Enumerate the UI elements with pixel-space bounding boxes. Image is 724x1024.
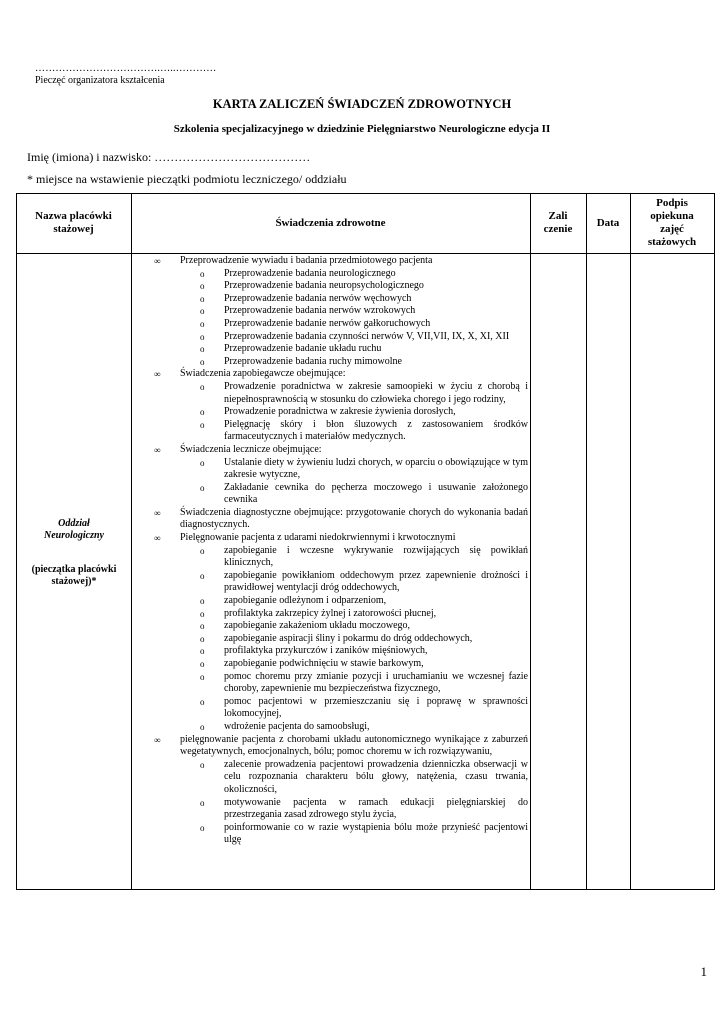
place-cell xyxy=(18,518,130,588)
circle-bullet-icon: o xyxy=(200,381,205,392)
service-subitem-text: zapobieganie powikłaniom oddechowym przez zapewnienie drożności i prawidłowej wentylacji dróg oddechowych, xyxy=(224,569,528,594)
service-subitem-text: Zakładanie cewnika do pęcherza moczowego i usuwanie założonego cewnika xyxy=(224,481,528,506)
place-stamp-note: (pieczątka placówki xyxy=(31,564,117,575)
service-subitem-text: pomoc pacjentowi w przemieszczaniu się i poprawę w sprawności lokomocyjnej, xyxy=(224,695,528,720)
service-subitem xyxy=(134,645,528,658)
service-subitem-text: zapobieganie odleżynom i odparzeniom, xyxy=(224,595,387,607)
service-group-text: Świadczenia zapobiegawcze obejmujące: xyxy=(180,368,346,380)
name-field-line: Imię (imiona) i nazwisko: ………………………………… xyxy=(27,150,311,164)
circle-bullet-icon: o xyxy=(200,696,205,707)
service-subitem-text: Prowadzenie poradnictwa w zakresie żywienia dorosłych, xyxy=(224,406,456,418)
service-subitem xyxy=(134,696,528,721)
circle-bullet-icon: o xyxy=(200,822,205,833)
service-subitem-text: Ustalanie diety w żywieniu ludzi chorych, w oparciu o obowiązujące w tym zakresie wytyczne, xyxy=(224,456,528,481)
service-subitem-text: Przeprowadzenie badania nerwów węchowych xyxy=(224,292,412,304)
column-divider xyxy=(131,193,132,890)
circle-bullet-icon: o xyxy=(200,344,205,355)
infinity-bullet-icon: ∞ xyxy=(154,444,161,455)
service-subitem xyxy=(134,356,528,369)
circle-bullet-icon: o xyxy=(200,331,205,342)
service-subitem xyxy=(134,331,528,344)
service-subitem-text: zapobieganie aspiracji śliny i pokarmu do dróg oddechowych, xyxy=(224,632,473,644)
service-subitem-text: poinformowanie co w razie wystąpienia bólu może przynieść pacjentowi ulgę xyxy=(224,821,528,846)
header-pass-line: Zali xyxy=(548,210,568,222)
circle-bullet-icon: o xyxy=(200,671,205,682)
service-subitem-text: Prowadzenie poradnictwa w zakresie samoopieki w życiu z chorobą i niepełnosprawnością w stosunku do człowieka chorego i jego rodziny, xyxy=(224,380,528,405)
header-signature-line: Podpis xyxy=(656,197,688,209)
service-subitem xyxy=(134,797,528,822)
service-subitem xyxy=(134,545,528,570)
services-table xyxy=(16,193,715,890)
circle-bullet-icon: o xyxy=(200,646,205,657)
circle-bullet-icon: o xyxy=(200,545,205,556)
circle-bullet-icon: o xyxy=(200,293,205,304)
table-border-right xyxy=(714,193,715,890)
service-group xyxy=(134,734,528,759)
service-group-text: Przeprowadzenie wywiadu i badania przedmiotowego pacjenta xyxy=(180,255,433,266)
service-subitem xyxy=(134,822,528,847)
header-pass-line: czenie xyxy=(543,223,573,235)
service-group xyxy=(134,255,528,268)
circle-bullet-icon: o xyxy=(200,318,205,329)
circle-bullet-icon: o xyxy=(200,759,205,770)
column-divider xyxy=(586,193,587,890)
header-pass xyxy=(530,210,586,236)
stamp-note-line: * miejsce na wstawienie pieczątki podmiotu leczniczego/ oddziału xyxy=(27,172,347,186)
header-place-line: Nazwa placówki xyxy=(35,210,112,222)
infinity-bullet-icon: ∞ xyxy=(154,734,161,745)
header-date: Data xyxy=(596,217,620,229)
stamp-label: Pieczęć organizatora kształcenia xyxy=(35,75,165,86)
header-separator xyxy=(16,253,715,254)
service-subitem xyxy=(134,293,528,306)
service-subitem xyxy=(134,343,528,356)
page-number: 1 xyxy=(700,964,707,979)
service-subitem xyxy=(134,595,528,608)
service-subitem-text: pomoc choremu przy zmianie pozycji i uruchamianiu we wczesnej fazie choroby, zapewnienie mu bezpieczeństwa fizycznego, xyxy=(224,670,528,695)
service-subitem xyxy=(134,305,528,318)
circle-bullet-icon: o xyxy=(200,797,205,808)
service-subitem-text: zapobieganie zakażeniom układu moczowego, xyxy=(224,620,411,632)
column-divider xyxy=(530,193,531,890)
service-subitem-text: Przeprowadzenie badania neurologicznego xyxy=(224,267,396,279)
ward-name: Oddział xyxy=(58,518,90,529)
header-place-line: stażowej xyxy=(53,223,94,235)
service-subitem-text: Przeprowadzenie badania czynności nerwów V, VII,VII, IX, X, XI, XII xyxy=(224,330,510,342)
service-subitem xyxy=(134,671,528,696)
header-place xyxy=(16,210,131,236)
service-subitem xyxy=(134,280,528,293)
service-subitem xyxy=(134,268,528,281)
service-subitem xyxy=(134,482,528,507)
circle-bullet-icon: o xyxy=(200,457,205,468)
service-group-text: Pielęgnowanie pacjenta z udarami niedokrwiennymi i krwotocznymi xyxy=(180,532,456,544)
service-group-text: pielęgnowanie pacjenta z chorobami układu autonomicznego wynikające z zaburzeń wegetatywnych, emocjonalnych, bólu; pomoc choremu w ich rozwiązywaniu, xyxy=(180,733,528,758)
circle-bullet-icon: o xyxy=(200,268,205,279)
service-group xyxy=(134,507,528,532)
service-group-text: Świadczenia diagnostyczne obejmujące: przygotowanie chorych do wykonania badań diagnostycznych. xyxy=(180,506,528,531)
service-subitem-text: Przeprowadzenie badanie nerwów gałkoruchowych xyxy=(224,317,431,329)
circle-bullet-icon: o xyxy=(200,608,205,619)
services-list xyxy=(134,255,528,847)
page-subtitle: Szkolenia specjalizacyjnego w dziedzinie Pielęgniarstwo Neurologiczne edycja II xyxy=(173,123,551,135)
header-signature xyxy=(630,197,714,249)
service-group xyxy=(134,444,528,457)
service-subitem xyxy=(134,381,528,406)
header-signature-line: opiekuna xyxy=(650,210,694,222)
service-subitem-text: motywowanie pacjenta w ramach edukacji pielęgniarskiej do przestrzegania zasad zdrowego stylu życia, xyxy=(224,796,528,821)
service-group xyxy=(134,532,528,545)
place-stamp-note: stażowej)* xyxy=(51,576,97,587)
table-border-top xyxy=(16,193,715,194)
table-border-left xyxy=(16,193,17,890)
service-subitem xyxy=(134,318,528,331)
service-subitem xyxy=(134,633,528,646)
service-subitem-text: zapobieganie podwichnięciu w stawie barkowym, xyxy=(224,658,424,669)
infinity-bullet-icon: ∞ xyxy=(154,533,161,544)
service-subitem-text: zapobieganie i wczesne wykrywanie rozwijających się powikłań klinicznych, xyxy=(224,544,528,569)
circle-bullet-icon: o xyxy=(200,596,205,607)
infinity-bullet-icon: ∞ xyxy=(154,507,161,518)
service-subitem-text: Przeprowadzenie badanie układu ruchu xyxy=(224,343,382,355)
service-subitem-text: wdrożenie pacjenta do samoobsługi, xyxy=(224,720,370,732)
service-subitem xyxy=(134,608,528,621)
service-subitem xyxy=(134,620,528,633)
circle-bullet-icon: o xyxy=(200,306,205,317)
circle-bullet-icon: o xyxy=(200,281,205,292)
service-subitem-text: Przeprowadzenie badania neuropsychologicznego xyxy=(224,280,424,292)
circle-bullet-icon: o xyxy=(200,621,205,632)
ward-name: Neurologiczny xyxy=(44,530,104,541)
service-subitem xyxy=(134,658,528,671)
circle-bullet-icon: o xyxy=(200,721,205,732)
infinity-bullet-icon: ∞ xyxy=(154,369,161,380)
circle-bullet-icon: o xyxy=(200,570,205,581)
service-subitem-text: profilaktyka zakrzepicy żylnej i zatorowości płucnej, xyxy=(224,607,437,619)
header-services: Świadczenia zdrowotne xyxy=(275,217,386,229)
stamp-dotted-line: ……………………………….…..………… xyxy=(35,63,217,74)
header-signature-line: zajęć xyxy=(660,223,684,235)
service-subitem xyxy=(134,406,528,419)
service-subitem xyxy=(134,759,528,797)
service-group-text: Świadczenia lecznicze obejmujące: xyxy=(180,443,322,455)
service-subitem-text: Przeprowadzenie badania ruchy mimowolne xyxy=(224,355,402,367)
service-subitem-text: Przeprowadzenie badania nerwów wzrokowych xyxy=(224,305,416,317)
service-subitem xyxy=(134,457,528,482)
circle-bullet-icon: o xyxy=(200,356,205,367)
circle-bullet-icon: o xyxy=(200,482,205,493)
service-subitem xyxy=(134,419,528,444)
circle-bullet-icon: o xyxy=(200,633,205,644)
circle-bullet-icon: o xyxy=(200,659,205,669)
infinity-bullet-icon: ∞ xyxy=(154,256,161,266)
service-subitem-text: zalecenie prowadzenia pacjentowi prowadzenia dzienniczka obserwacji w celu rozpoznania charakteru bólu głowy, natężenia, czasu trwania, okoliczności, xyxy=(224,758,528,795)
service-subitem xyxy=(134,570,528,595)
service-subitem-text: Pielęgnację skóry i błon śluzowych z zastosowaniem środków farmaceutycznych i materiałów medycznych. xyxy=(224,418,528,443)
service-subitem xyxy=(134,721,528,734)
service-subitem-text: profilaktyka przykurczów i zaników mięśniowych, xyxy=(224,645,428,657)
circle-bullet-icon: o xyxy=(200,407,205,418)
table-border-bottom xyxy=(16,889,715,890)
page-title: KARTA ZALICZEŃ ŚWIADCZEŃ ZDROWOTNYCH xyxy=(212,97,512,111)
service-group xyxy=(134,368,528,381)
header-signature-line: stażowych xyxy=(647,236,697,248)
column-divider xyxy=(630,193,631,890)
circle-bullet-icon: o xyxy=(200,419,205,430)
